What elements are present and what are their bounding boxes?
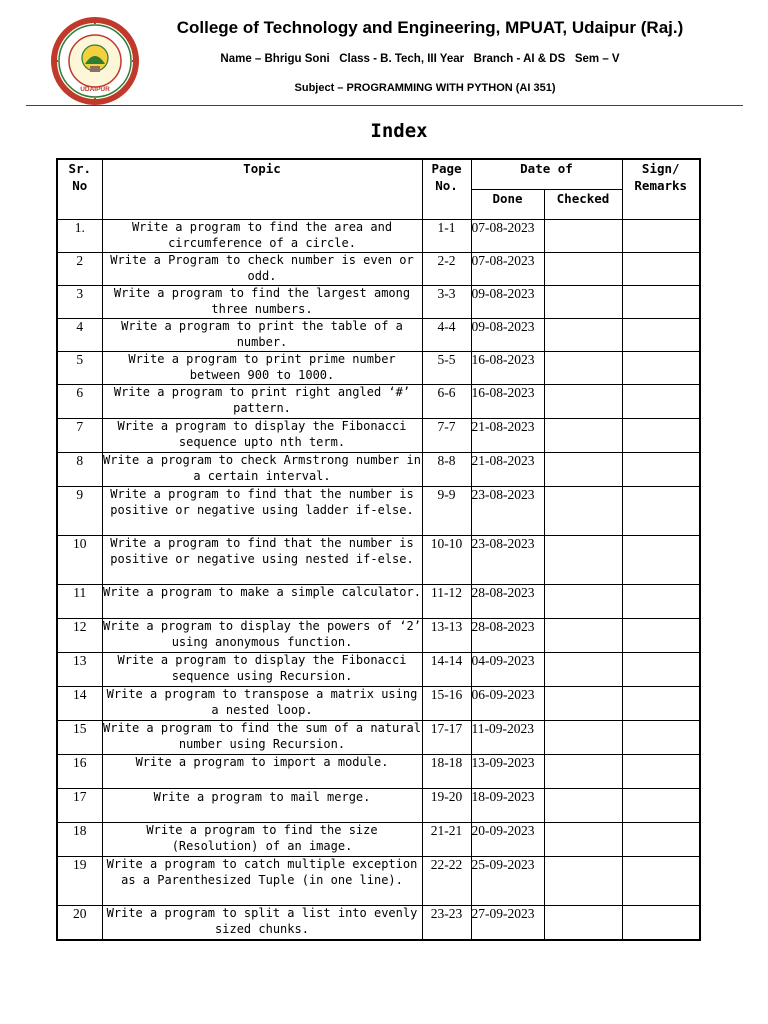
date-checked-cell [544,789,622,823]
table-row [57,721,700,755]
topic-cell: Write a program to transpose a matrix using a nested loop. [102,687,422,721]
page-no-cell: 14-14 [422,653,471,687]
header-date-of: Date of [471,159,622,190]
page-no-cell: 7-7 [422,419,471,453]
date-done-cell: 21-08-2023 [471,419,544,453]
sr-no-cell: 16 [57,755,102,789]
table-row [57,487,700,536]
header-done: Done [471,190,544,220]
table-header-row [57,159,700,190]
topic-cell: Write a program to find the size (Resolution) of an image. [102,823,422,857]
table-row [57,857,700,906]
date-checked-cell [544,253,622,286]
header-sign-remarks: Sign/ Remarks [622,159,700,220]
sr-no-cell: 18 [57,823,102,857]
date-done-cell: 28-08-2023 [471,619,544,653]
topic-cell: Write a Program to check number is even or odd. [102,253,422,286]
date-checked-cell [544,857,622,906]
sign-cell [622,385,700,419]
table-row [57,789,700,823]
sign-cell [622,419,700,453]
topic-cell: Write a program to find the area and circumference of a circle. [102,220,422,253]
sr-no-cell: 5 [57,352,102,385]
page-no-cell: 9-9 [422,487,471,536]
sign-cell [622,721,700,755]
seal-text: UDAIPUR [80,86,110,93]
table-row [57,352,700,385]
student-info: Name – Bhrigu Soni Class - B. Tech, III Year Branch - AI & DS Sem – V [220,53,620,65]
sr-no-cell: 14 [57,687,102,721]
sign-cell [622,619,700,653]
page-no-cell: 6-6 [422,385,471,419]
page-no-cell: 4-4 [422,319,471,352]
date-done-cell: 16-08-2023 [471,385,544,419]
sr-no-cell: 19 [57,857,102,906]
date-checked-cell [544,352,622,385]
table-row [57,536,700,585]
sign-cell [622,687,700,721]
topic-cell: Write a program to find the sum of a natural number using Recursion. [102,721,422,755]
sr-no-cell: 1. [57,220,102,253]
header-checked: Checked [544,190,622,220]
topic-cell: Write a program to check Armstrong number in a certain interval. [102,453,422,487]
sign-cell [622,286,700,319]
date-done-cell: 18-09-2023 [471,789,544,823]
topic-cell: Write a program to find that the number is positive or negative using ladder if-else. [102,487,422,536]
date-done-cell: 25-09-2023 [471,857,544,906]
topic-cell: Write a program to print the table of a number. [102,319,422,352]
sign-cell [622,253,700,286]
topic-cell: Write a program to find that the number is positive or negative using nested if-else. [102,536,422,585]
page-no-cell: 18-18 [422,755,471,789]
date-done-cell: 07-08-2023 [471,253,544,286]
topic-cell: Write a program to split a list into evenly sized chunks. [102,906,422,940]
table-row [57,419,700,453]
page-title: Index [370,120,428,142]
table-row [57,385,700,419]
topic-cell: Write a program to catch multiple exception as a Parenthesized Tuple (in one line). [102,857,422,906]
date-done-cell: 07-08-2023 [471,220,544,253]
sign-cell [622,789,700,823]
sr-no-cell: 17 [57,789,102,823]
sr-no-cell: 8 [57,453,102,487]
table-row [57,823,700,857]
header-sr-no: Sr. No [57,159,102,220]
date-done-cell: 23-08-2023 [471,536,544,585]
date-done-cell: 16-08-2023 [471,352,544,385]
date-done-cell: 21-08-2023 [471,453,544,487]
topic-cell: Write a program to print prime number between 900 to 1000. [102,352,422,385]
date-done-cell: 09-08-2023 [471,319,544,352]
page-no-cell: 5-5 [422,352,471,385]
date-done-cell: 11-09-2023 [471,721,544,755]
index-table [56,158,701,941]
date-checked-cell [544,453,622,487]
date-done-cell: 06-09-2023 [471,687,544,721]
table-row [57,755,700,789]
table-row [57,585,700,619]
date-checked-cell [544,385,622,419]
sr-no-cell: 10 [57,536,102,585]
date-checked-cell [544,721,622,755]
page-no-cell: 19-20 [422,789,471,823]
page-no-cell: 8-8 [422,453,471,487]
topic-cell: Write a program to make a simple calculator. [102,585,422,619]
sign-cell [622,755,700,789]
sign-cell [622,487,700,536]
sign-cell [622,453,700,487]
sr-no-cell: 2 [57,253,102,286]
date-done-cell: 09-08-2023 [471,286,544,319]
date-checked-cell [544,755,622,789]
page-no-cell: 2-2 [422,253,471,286]
date-done-cell: 23-08-2023 [471,487,544,536]
sign-cell [622,857,700,906]
table-row [57,619,700,653]
table-row [57,286,700,319]
topic-cell: Write a program to display the powers of ‘2’ using anonymous function. [102,619,422,653]
college-name: College of Technology and Engineering, MPUAT, Udaipur (Raj.) [176,18,684,37]
page-no-cell: 3-3 [422,286,471,319]
table-row [57,687,700,721]
topic-cell: Write a program to display the Fibonacci sequence using Recursion. [102,653,422,687]
sign-cell [622,906,700,940]
page-header [0,0,768,108]
page-no-cell: 17-17 [422,721,471,755]
sign-cell [622,585,700,619]
sr-no-cell: 11 [57,585,102,619]
date-checked-cell [544,585,622,619]
sign-cell [622,653,700,687]
date-done-cell: 28-08-2023 [471,585,544,619]
page-no-cell: 15-16 [422,687,471,721]
sr-no-cell: 12 [57,619,102,653]
date-checked-cell [544,419,622,453]
table-row [57,653,700,687]
page-no-cell: 22-22 [422,857,471,906]
topic-cell: Write a program to mail merge. [102,789,422,823]
sign-cell [622,220,700,253]
sign-cell [622,823,700,857]
table-row [57,453,700,487]
sr-no-cell: 3 [57,286,102,319]
table-row [57,220,700,253]
sr-no-cell: 9 [57,487,102,536]
sr-no-cell: 15 [57,721,102,755]
date-checked-cell [544,536,622,585]
date-checked-cell [544,906,622,940]
sr-no-cell: 20 [57,906,102,940]
date-checked-cell [544,619,622,653]
sr-no-cell: 13 [57,653,102,687]
date-checked-cell [544,286,622,319]
header-divider [26,105,743,106]
subject-line: Subject – PROGRAMMING WITH PYTHON (AI 351) [294,82,556,94]
date-done-cell: 04-09-2023 [471,653,544,687]
sign-cell [622,352,700,385]
sign-cell [622,536,700,585]
sr-no-cell: 7 [57,419,102,453]
topic-cell: Write a program to print right angled ‘#’ pattern. [102,385,422,419]
date-checked-cell [544,319,622,352]
date-done-cell: 13-09-2023 [471,755,544,789]
sr-no-cell: 4 [57,319,102,352]
page-no-cell: 21-21 [422,823,471,857]
date-checked-cell [544,687,622,721]
sr-no-cell: 6 [57,385,102,419]
date-checked-cell [544,220,622,253]
date-checked-cell [544,487,622,536]
table-row [57,253,700,286]
date-done-cell: 27-09-2023 [471,906,544,940]
date-checked-cell [544,653,622,687]
table-row [57,319,700,352]
page-no-cell: 10-10 [422,536,471,585]
page-no-cell: 23-23 [422,906,471,940]
sign-cell [622,319,700,352]
topic-cell: Write a program to display the Fibonacci sequence upto nth term. [102,419,422,453]
header-page-no: Page No. [422,159,471,220]
topic-cell: Write a program to find the largest among three numbers. [102,286,422,319]
header-topic: Topic [102,159,422,220]
university-seal-icon [50,16,140,106]
table-row [57,906,700,940]
page-no-cell: 11-12 [422,585,471,619]
date-done-cell: 20-09-2023 [471,823,544,857]
page-no-cell: 13-13 [422,619,471,653]
page-no-cell: 1-1 [422,220,471,253]
date-checked-cell [544,823,622,857]
topic-cell: Write a program to import a module. [102,755,422,789]
